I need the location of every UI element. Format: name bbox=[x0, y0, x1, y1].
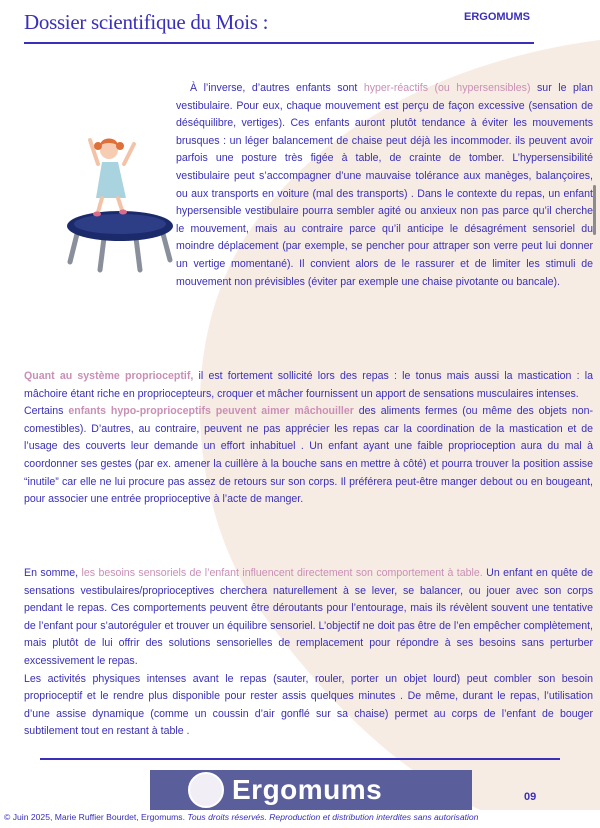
text-span: Un enfant en quête de sensations vestibulaires/proprioceptives cherchera naturellement à se lever, se balancer, ou jouer avec son corps pendant le repas. Ces comportements peuvent être déroutants pour l’entourage, mais ils révèlent souvent une tentative de l’enfant pour s’autoréguler et trouver un équilibre sensoriel. L’objectif ne doit pas être de l’en empêcher complètement, mais plutôt de lui offrir des solutions sensorielles de remplacement pour répondre à ses besoins sans perturber excessivement le repas. bbox=[24, 567, 593, 667]
paragraph-conclusion bbox=[24, 565, 593, 741]
page-title: Dossier scientifique du Mois : bbox=[24, 10, 269, 34]
highlight-hypo-proprioceptive: enfants hypo-proprioceptifs peuvent aimer mâchouiller bbox=[68, 405, 354, 418]
copyright-notice bbox=[4, 812, 600, 822]
copyright-text: © Juin 2025, Marie Ruffier Bourdet, Ergomums. bbox=[4, 812, 185, 822]
trampoline-child-illustration bbox=[64, 112, 176, 274]
conclusion-summary bbox=[24, 565, 593, 671]
paragraph-vestibular-hyperreactive bbox=[176, 80, 593, 291]
highlight-sensory-needs: les besoins sensoriels de l’enfant influencent directement son comportement à table. bbox=[81, 567, 483, 579]
text-span: sur le plan vestibulaire. Pour eux, chaque mouvement est perçu de façon excessive (sensation de déséquilibre, vertiges). Ces enfants auront plutôt tendance à éviter les mouvements brusques : un léger balancement de chaise peut déjà les incommoder. ils peuvent avoir parfois une posture très figée à table, de crainte de tomber. L’hypersensibilité vestibulaire peut s’accompagner d’une mauvaise tolérance aux manèges, balançoires, ou aux transports en voiture (mal des transports) . Dans le contexte du repas, un enfant hypersensible vestibulaire pourra sembler agité ou anxieux non pas parce qu’il cherche le mouvement, mais au contraire parce qu’il anticipe le désagrément sensoriel du moindre déplacement (par exemple, se pencher pour attraper son verre peut lui donner un vertige momentané). Il convient alors de le rassurer et de limiter les stimuli de mouvement non prévisibles (éviter par exemple une chaise pivotante ou bancale). bbox=[176, 82, 594, 288]
copyright-rights: Tous droits réservés. Reproduction et distribution interdites sans autorisation bbox=[185, 812, 479, 822]
header-divider bbox=[24, 42, 534, 44]
footer-divider bbox=[40, 758, 560, 760]
ergomums-logo-icon bbox=[188, 772, 224, 808]
conclusion-activities: Les activités physiques intenses avant le repas (sauter, rouler, porter un objet lourd) peut combler son besoin proprioceptif et le rendre plus disponible pour rester assis quelques minutes . De même, durant le repas, l’utilisation d’une assise dynamique (comme un coussin d’air gonflé sur sa chaise) permet au corps de l’enfant de bouger subtilement tout en restant à table . bbox=[24, 672, 593, 738]
text-span: des aliments fermes (ou même des objets non-comestibles). D’autres, au contraire, peuvent ne pas apprécier les repas car la coordination de la mastication et de l’usage des couverts leur demande un effort inhabituel . Un enfant ayant une faible proprioception aura du mal à coordonner ses gestes (par ex. amener la cuillère à la bouche sans en mettre à côté) et pourra trouver la position assise “inutile” car elle ne lui procure pas assez de retours sur son corps. Il préférera peut-être manger debout ou en bougeant, pour associer une entrée proprioceptive à l’acte de manger. bbox=[24, 405, 594, 506]
proprio-detail bbox=[24, 403, 593, 509]
page-number: 09 bbox=[524, 791, 537, 803]
paragraph-proprioceptive bbox=[24, 368, 593, 509]
highlight-hyperreactive: hyper-réactifs (ou hypersensibles) bbox=[363, 82, 531, 94]
text-span: Certains bbox=[24, 405, 69, 418]
scrollbar-thumb[interactable] bbox=[593, 185, 596, 235]
footer-brand-name: Ergomums bbox=[232, 774, 383, 805]
header-brand: ERGOMUMS bbox=[464, 11, 530, 23]
text-span: il est fortement sollicité lors des repas : le tonus mais aussi la mastication : la mâchoire étant riche en propriocepteurs, croquer et mâcher fournissent un apport de sensations musculaires intenses. bbox=[24, 370, 593, 400]
text-span: À l’inverse, d’autres enfants sont bbox=[190, 82, 364, 94]
highlight-proprioceptive-system: Quant au système proprioceptif, bbox=[24, 370, 194, 382]
proprio-intro bbox=[24, 368, 593, 403]
text-span: En somme, bbox=[24, 567, 82, 579]
